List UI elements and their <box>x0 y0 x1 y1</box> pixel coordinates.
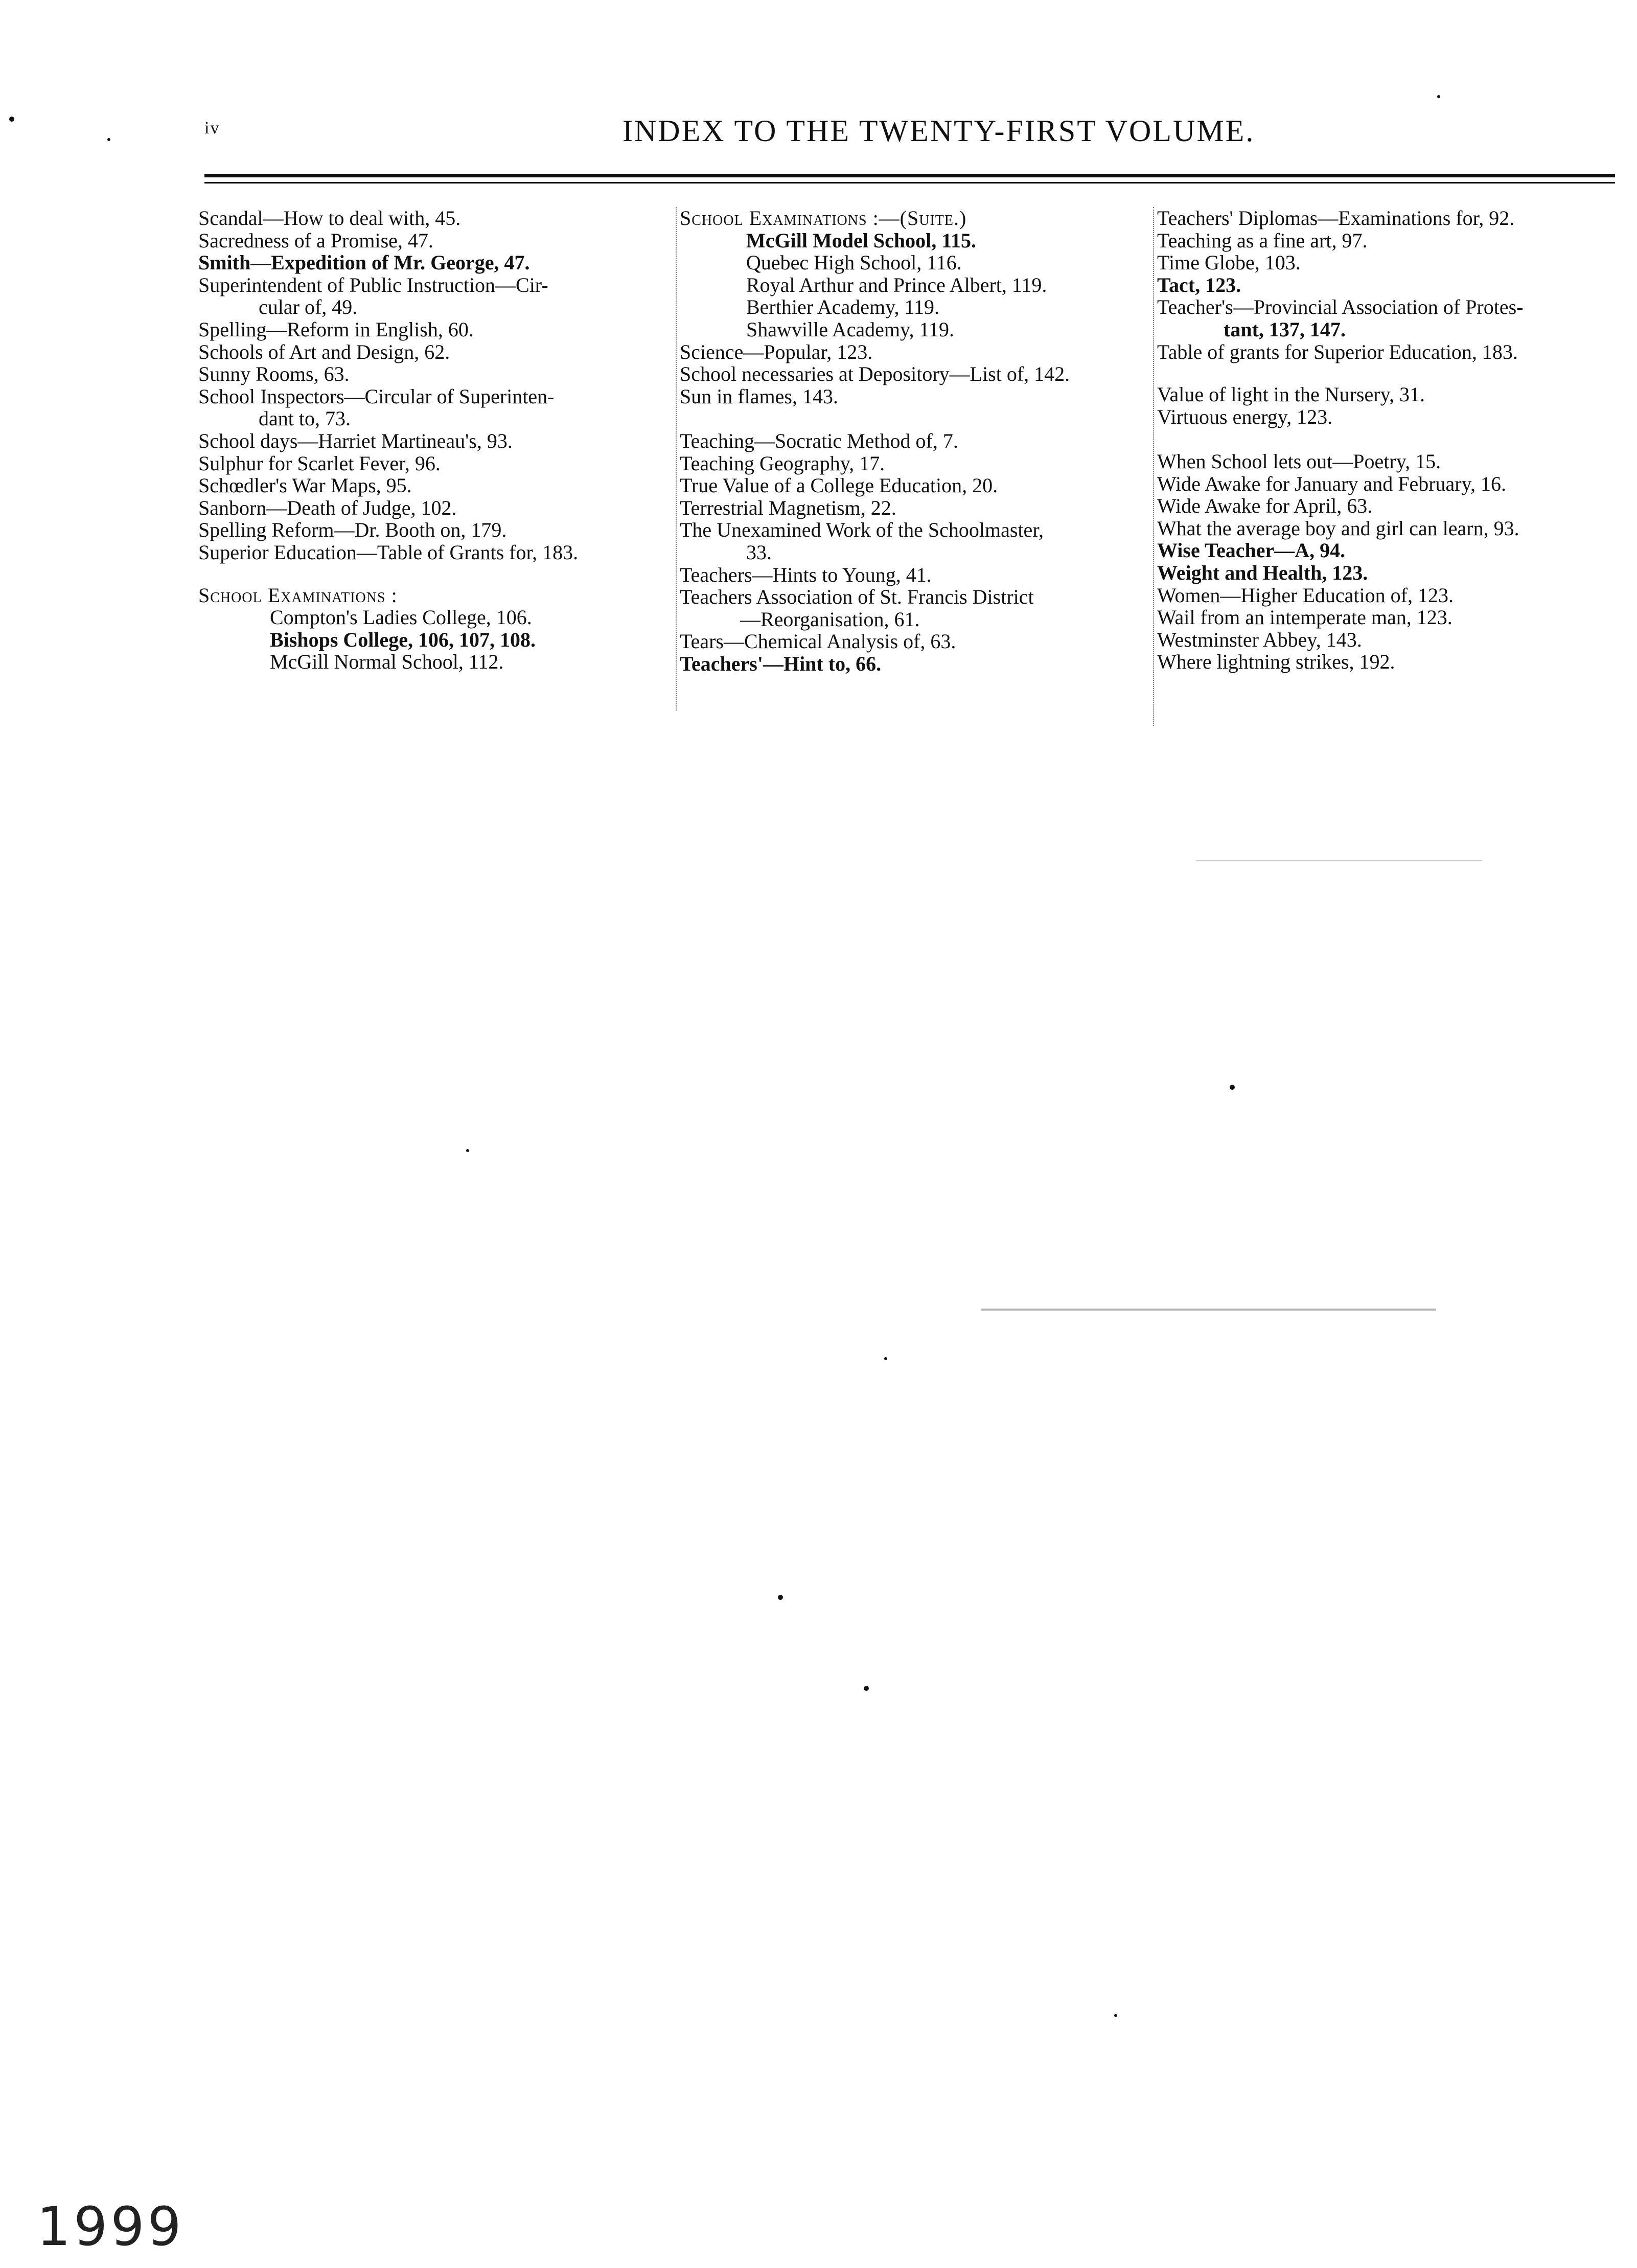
index-entry: School Inspectors—Circular of Superinten- <box>198 384 555 408</box>
index-entry: Schœdler's War Maps, 95. <box>198 474 412 497</box>
index-entry: Value of light in the Nursery, 31. <box>1157 383 1425 406</box>
index-entry: Westminster Abbey, 143. <box>1157 628 1362 651</box>
exam-entry: Compton's Ladies College, 106. <box>270 606 532 629</box>
index-entry: What the average boy and girl can learn, 93. <box>1157 516 1519 540</box>
index-column-3 <box>1153 207 1627 726</box>
index-entry: Science—Popular, 123. <box>680 340 873 363</box>
scan-speck <box>778 1595 783 1600</box>
index-entry: Women—Higher Education of, 123. <box>1157 583 1454 607</box>
index-entry: Time Globe, 103. <box>1157 251 1301 274</box>
index-entry: Wail from an intemperate man, 123. <box>1157 606 1452 629</box>
index-entry: When School lets out—Poetry, 15. <box>1157 449 1441 473</box>
index-entry: Spelling Reform—Dr. Booth on, 179. <box>198 518 507 542</box>
index-entry: Scandal—How to deal with, 45. <box>198 207 461 230</box>
index-column-2 <box>676 207 1153 711</box>
index-entry: Teachers Association of St. Francis District <box>680 585 1034 609</box>
exam-entry: Shawville Academy, 119. <box>746 317 954 341</box>
index-entry-continuation: —Reorganisation, 61. <box>740 607 920 631</box>
index-entry: Teaching as a fine art, 97. <box>1157 228 1368 252</box>
index-entry: Sanborn—Death of Judge, 102. <box>198 496 457 519</box>
index-entry: Teaching—Socratic Method of, 7. <box>680 429 958 452</box>
index-entry: Tears—Chemical Analysis of, 63. <box>680 630 956 653</box>
index-entry: Sun in flames, 143. <box>680 384 838 408</box>
exam-entry: Quebec High School, 116. <box>746 251 962 274</box>
index-entry: Teaching Geography, 17. <box>680 451 885 475</box>
scan-speck <box>1437 95 1440 98</box>
scan-speck <box>466 1149 469 1152</box>
index-entry: School days—Harriet Martineau's, 93. <box>198 429 513 452</box>
exam-entry: Bishops College, 106, 107, 108. <box>270 628 536 651</box>
index-entry: Spelling—Reform in English, 60. <box>198 317 474 341</box>
index-entry: Where lightning strikes, 192. <box>1157 650 1395 674</box>
index-entry: Table of grants for Superior Education, 183. <box>1157 340 1518 363</box>
index-entry: Teachers'—Hint to, 66. <box>680 652 882 675</box>
page-title: INDEX TO THE TWENTY-FIRST VOLUME. <box>622 114 1255 148</box>
index-entry: Teacher's—Provincial Association of Protes- <box>1157 295 1524 319</box>
index-entry: Smith—Expedition of Mr. George, 47. <box>198 251 530 274</box>
index-entry: Tact, 123. <box>1157 273 1241 296</box>
index-entry: Virtuous energy, 123. <box>1157 405 1333 428</box>
scan-smudge <box>1196 860 1482 861</box>
scan-speck <box>1230 1085 1235 1090</box>
exam-entry: Berthier Academy, 119. <box>746 295 940 319</box>
scan-speck <box>864 1686 869 1691</box>
exam-entry: McGill Model School, 115. <box>746 228 976 252</box>
scan-speck <box>9 117 14 122</box>
index-entry: Sacredness of a Promise, 47. <box>198 228 433 252</box>
index-entry: True Value of a College Education, 20. <box>680 474 998 497</box>
index-entry: Superior Education—Table of Grants for, 183. <box>198 540 579 564</box>
index-entry-continuation: dant to, 73. <box>259 407 351 430</box>
index-entry-continuation: cular of, 49. <box>259 295 358 319</box>
index-entry-continuation: tant, 137, 147. <box>1224 317 1346 341</box>
scan-smudge <box>981 1309 1436 1311</box>
scan-speck <box>1114 2014 1117 2017</box>
scan-speck <box>884 1357 887 1360</box>
index-entry-continuation: 33. <box>746 540 772 564</box>
index-column-1 <box>198 207 661 673</box>
corner-number: 1999 <box>37 2195 185 2258</box>
page-number: iv <box>204 119 220 138</box>
index-entry: Terrestrial Magnetism, 22. <box>680 496 896 519</box>
exam-entry: McGill Normal School, 112. <box>270 650 504 674</box>
index-entry: Teachers' Diplomas—Examinations for, 92. <box>1157 207 1515 230</box>
section-heading: School Examinations :—(Suite.) <box>680 207 967 230</box>
index-entry: Wide Awake for April, 63. <box>1157 494 1373 518</box>
index-entry: Superintendent of Public Instruction—Cir- <box>198 273 548 296</box>
index-entry: School necessaries at Depository—List of, 142. <box>680 362 1070 386</box>
section-heading: School Examinations : <box>198 583 398 607</box>
index-entry: Wise Teacher—A, 94. <box>1157 539 1346 562</box>
index-entry: Weight and Health, 123. <box>1157 561 1368 584</box>
exam-entry: Royal Arthur and Prince Albert, 119. <box>746 273 1047 296</box>
header-rule-thin <box>204 182 1615 184</box>
index-entry: Wide Awake for January and February, 16. <box>1157 472 1507 495</box>
index-entry: Sunny Rooms, 63. <box>198 362 350 386</box>
index-entry: The Unexamined Work of the Schoolmaster, <box>680 518 1044 542</box>
index-entry: Sulphur for Scarlet Fever, 96. <box>198 451 441 475</box>
index-entry: Teachers—Hints to Young, 41. <box>680 563 932 586</box>
scan-speck <box>107 138 110 141</box>
header-rule-thick <box>204 174 1615 177</box>
index-entry: Schools of Art and Design, 62. <box>198 340 450 363</box>
